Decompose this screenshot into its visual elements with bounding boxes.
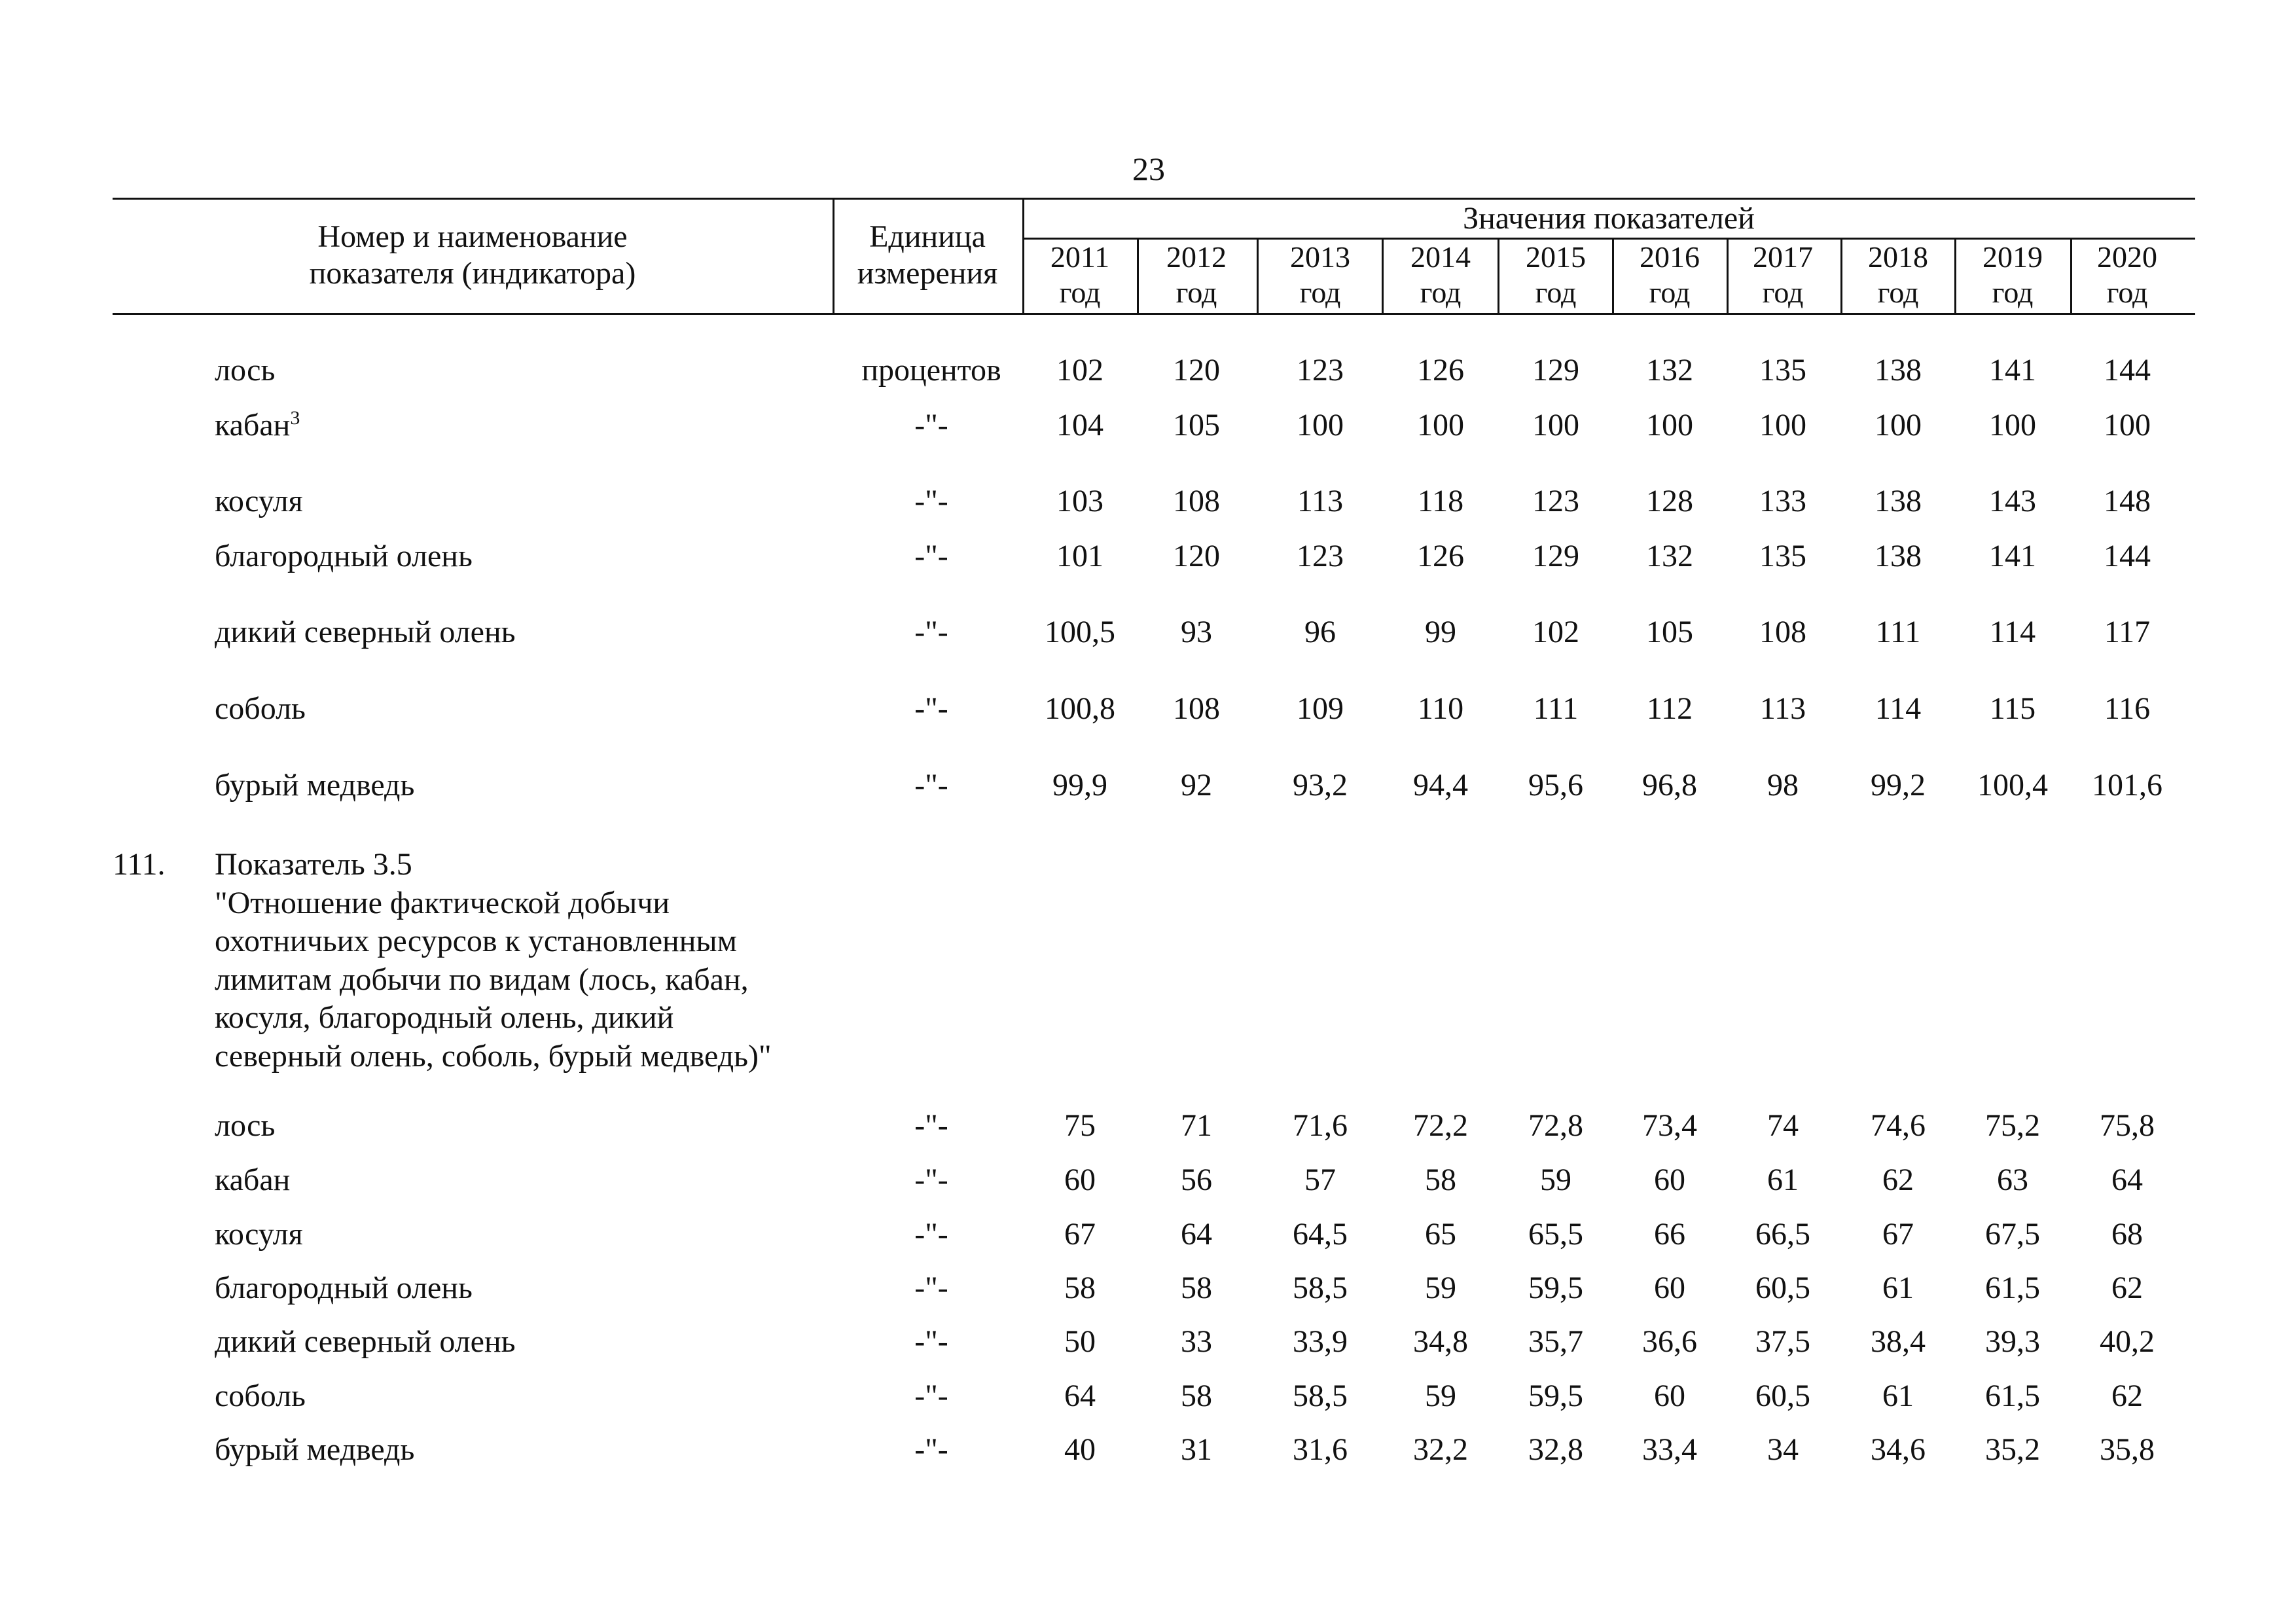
value-cell-2016: 33,4 — [1642, 1432, 1697, 1467]
indicator-line: косуля, благородный олень, дикий — [215, 1000, 674, 1035]
row-name: лось — [215, 1108, 276, 1143]
value-cell-2011: 67 — [1064, 1217, 1096, 1252]
value-cell-2011: 40 — [1064, 1432, 1096, 1467]
year-header-2014 — [1388, 240, 1493, 310]
value-cell-2018: 61 — [1882, 1379, 1914, 1413]
value-cell-2017: 135 — [1759, 353, 1806, 388]
value-cell-2018: 111 — [1875, 615, 1921, 649]
value-cell-2012: 58 — [1181, 1379, 1212, 1413]
year-suffix: год — [1175, 276, 1217, 309]
header-name-line1: Номер и наименование — [317, 219, 628, 254]
table-row — [0, 352, 2296, 391]
table-row — [0, 483, 2296, 522]
year-label: 2012 — [1166, 240, 1227, 274]
indicator-line: Показатель 3.5 — [215, 847, 412, 882]
value-cell-2014: 72,2 — [1413, 1108, 1468, 1143]
value-cell-2015: 129 — [1532, 539, 1579, 573]
value-cell-2019: 100,4 — [1977, 768, 2048, 803]
year-header-2012 — [1144, 240, 1249, 310]
value-cell-2012: 108 — [1173, 484, 1220, 518]
value-cell-2014: 126 — [1417, 539, 1464, 573]
row-name: соболь — [215, 1379, 306, 1413]
value-cell-2016: 60 — [1654, 1379, 1685, 1413]
value-cell-2018: 38,4 — [1871, 1324, 1926, 1359]
value-cell-2017: 66,5 — [1755, 1217, 1810, 1252]
row-unit: -"- — [914, 1217, 948, 1252]
value-cell-2013: 113 — [1297, 484, 1344, 518]
value-cell-2011: 100,5 — [1045, 615, 1115, 649]
value-cell-2018: 138 — [1874, 484, 1922, 518]
value-cell-2016: 73,4 — [1642, 1108, 1697, 1143]
row-unit: -"- — [914, 1163, 948, 1197]
value-cell-2020: 75,8 — [2100, 1108, 2155, 1143]
value-cell-2019: 115 — [1989, 691, 2036, 726]
indicator-line: охотничьих ресурсов к установленным — [215, 924, 738, 958]
value-cell-2017: 74 — [1767, 1108, 1799, 1143]
value-cell-2017: 61 — [1767, 1163, 1799, 1197]
year-header-2011 — [1028, 240, 1132, 310]
value-cell-2012: 64 — [1181, 1217, 1212, 1252]
year-header-2013 — [1268, 240, 1372, 310]
row-unit: -"- — [914, 484, 948, 518]
value-cell-2011: 58 — [1064, 1271, 1096, 1305]
value-cell-2013: 33,9 — [1293, 1324, 1348, 1359]
value-cell-2014: 126 — [1417, 353, 1464, 388]
value-cell-2019: 39,3 — [1985, 1324, 2040, 1359]
table-row — [0, 1108, 2296, 1147]
value-cell-2015: 32,8 — [1528, 1432, 1583, 1467]
value-cell-2018: 100 — [1874, 408, 1922, 442]
value-cell-2016: 60 — [1654, 1271, 1685, 1305]
value-cell-2020: 64 — [2111, 1163, 2143, 1197]
header-unit-line1: Единица — [869, 219, 986, 254]
value-cell-2012: 56 — [1181, 1163, 1212, 1197]
value-cell-2011: 64 — [1064, 1379, 1096, 1413]
year-suffix: год — [1420, 276, 1462, 309]
value-cell-2013: 71,6 — [1293, 1108, 1348, 1143]
year-divider-rule — [1840, 238, 1842, 313]
value-cell-2014: 58 — [1425, 1163, 1456, 1197]
value-cell-2015: 129 — [1532, 353, 1579, 388]
value-cell-2020: 144 — [2104, 539, 2151, 573]
value-cell-2016: 112 — [1646, 691, 1693, 726]
value-cell-2014: 59 — [1425, 1379, 1456, 1413]
indicator-line: "Отношение фактической добычи — [215, 885, 670, 920]
value-cell-2020: 144 — [2104, 353, 2151, 388]
value-cell-2017: 113 — [1759, 691, 1806, 726]
year-label: 2015 — [1526, 240, 1586, 274]
row-name: косуля — [215, 484, 303, 518]
value-cell-2017: 60,5 — [1755, 1379, 1810, 1413]
value-cell-2017: 108 — [1759, 615, 1806, 649]
year-label: 2011 — [1050, 240, 1110, 274]
row-name: благородный олень — [215, 539, 473, 573]
year-divider-rule — [1257, 238, 1259, 313]
value-cell-2020: 117 — [2104, 615, 2151, 649]
value-cell-2016: 96,8 — [1642, 768, 1697, 803]
row-name: бурый медведь — [215, 768, 415, 803]
row-name: кабан$^3$ — [215, 407, 300, 442]
value-cell-2015: 72,8 — [1528, 1108, 1583, 1143]
header-unit-line2: измерения — [857, 256, 998, 291]
value-cell-2019: 67,5 — [1985, 1217, 2040, 1252]
value-cell-2017: 60,5 — [1755, 1271, 1810, 1305]
value-cell-2012: 33 — [1181, 1324, 1212, 1359]
indicator-description — [215, 846, 948, 1075]
year-divider-rule — [1954, 238, 1956, 313]
year-divider-rule — [1382, 238, 1384, 313]
value-cell-2019: 143 — [1989, 484, 2036, 518]
year-suffix: год — [2106, 276, 2148, 309]
year-divider-rule — [1612, 238, 1614, 313]
row-name: лось — [215, 353, 276, 388]
row-name: кабан — [215, 1163, 291, 1197]
value-cell-2016: 66 — [1654, 1217, 1685, 1252]
value-cell-2013: 100 — [1297, 408, 1344, 442]
value-cell-2012: 58 — [1181, 1271, 1212, 1305]
year-suffix: год — [1299, 276, 1341, 309]
value-cell-2018: 114 — [1874, 691, 1922, 726]
row-unit: -"- — [914, 1108, 948, 1143]
value-cell-2018: 138 — [1874, 539, 1922, 573]
value-cell-2020: 68 — [2111, 1217, 2143, 1252]
row-unit: -"- — [914, 1271, 948, 1305]
value-cell-2018: 138 — [1874, 353, 1922, 388]
value-cell-2015: 35,7 — [1528, 1324, 1583, 1359]
value-cell-2018: 34,6 — [1871, 1432, 1926, 1467]
value-cell-2019: 61,5 — [1985, 1379, 2040, 1413]
value-cell-2013: 57 — [1304, 1163, 1336, 1197]
year-header-2016 — [1617, 240, 1722, 310]
value-cell-2014: 118 — [1417, 484, 1464, 518]
value-cell-2011: 50 — [1064, 1324, 1096, 1359]
value-cell-2019: 61,5 — [1985, 1271, 2040, 1305]
header-name-col — [113, 219, 833, 292]
value-cell-2020: 101,6 — [2092, 768, 2162, 803]
header-name-line2: показателя (индикатора) — [309, 256, 636, 291]
row-unit: -"- — [914, 768, 948, 803]
header-bottom-rule — [113, 313, 2195, 315]
value-cell-2019: 75,2 — [1985, 1108, 2040, 1143]
value-cell-2019: 63 — [1997, 1163, 2028, 1197]
value-cell-2017: 135 — [1759, 539, 1806, 573]
year-divider-rule — [2070, 238, 2072, 313]
year-label: 2018 — [1868, 240, 1928, 274]
value-cell-2019: 100 — [1989, 408, 2036, 442]
value-cell-2016: 132 — [1646, 353, 1693, 388]
value-cell-2020: 100 — [2104, 408, 2151, 442]
value-cell-2019: 141 — [1989, 353, 2036, 388]
value-cell-2020: 62 — [2111, 1271, 2143, 1305]
table-row — [0, 1378, 2296, 1417]
value-cell-2014: 32,2 — [1413, 1432, 1468, 1467]
table-row — [0, 691, 2296, 730]
year-divider-rule — [1498, 238, 1499, 313]
header-unit-col — [833, 219, 1022, 292]
year-suffix: год — [1877, 276, 1919, 309]
value-cell-2014: 34,8 — [1413, 1324, 1468, 1359]
value-cell-2020: 40,2 — [2100, 1324, 2155, 1359]
value-cell-2020: 35,8 — [2100, 1432, 2155, 1467]
value-cell-2013: 96 — [1304, 615, 1336, 649]
value-cell-2018: 62 — [1882, 1163, 1914, 1197]
value-cell-2014: 110 — [1417, 691, 1464, 726]
value-cell-2017: 34 — [1767, 1432, 1799, 1467]
value-cell-2012: 92 — [1181, 768, 1212, 803]
row-unit: процентов — [861, 353, 1001, 388]
table-row — [0, 1432, 2296, 1471]
value-cell-2015: 100 — [1532, 408, 1579, 442]
year-divider-rule — [1137, 238, 1139, 313]
row-name: дикий северный олень — [215, 615, 516, 649]
value-cell-2020: 148 — [2104, 484, 2151, 518]
value-cell-2015: 102 — [1532, 615, 1579, 649]
year-label: 2016 — [1640, 240, 1700, 274]
table-row — [0, 1324, 2296, 1363]
table-row — [0, 1162, 2296, 1201]
value-cell-2013: 123 — [1297, 353, 1344, 388]
value-cell-2013: 109 — [1297, 691, 1344, 726]
year-suffix: год — [1059, 276, 1101, 309]
value-cell-2016: 128 — [1646, 484, 1693, 518]
value-cell-2018: 67 — [1882, 1217, 1914, 1252]
row-unit: -"- — [914, 691, 948, 726]
table-row — [0, 767, 2296, 806]
value-cell-2016: 100 — [1646, 408, 1693, 442]
table-row — [0, 538, 2296, 577]
value-cell-2014: 59 — [1425, 1271, 1456, 1305]
row-name: соболь — [215, 691, 306, 726]
year-label: 2017 — [1753, 240, 1813, 274]
page-number: 23 — [1132, 151, 1165, 187]
indicator-line: северный олень, соболь, бурый медведь)" — [215, 1038, 772, 1074]
value-cell-2012: 120 — [1173, 353, 1220, 388]
year-label: 2020 — [2097, 240, 2157, 274]
value-cell-2013: 58,5 — [1293, 1379, 1348, 1413]
value-cell-2018: 61 — [1882, 1271, 1914, 1305]
value-cell-2012: 31 — [1181, 1432, 1212, 1467]
row-name: бурый медведь — [215, 1432, 415, 1467]
value-cell-2016: 105 — [1646, 615, 1693, 649]
value-cell-2020: 116 — [2104, 691, 2151, 726]
year-header-2017 — [1731, 240, 1835, 310]
value-cell-2014: 100 — [1417, 408, 1464, 442]
value-cell-2015: 59,5 — [1528, 1379, 1583, 1413]
year-suffix: год — [1762, 276, 1804, 309]
value-cell-2017: 98 — [1767, 768, 1799, 803]
value-cell-2019: 35,2 — [1985, 1432, 2040, 1467]
row-unit: -"- — [914, 539, 948, 573]
value-cell-2011: 75 — [1064, 1108, 1096, 1143]
value-cell-2015: 65,5 — [1528, 1217, 1583, 1252]
value-cell-2012: 93 — [1181, 615, 1212, 649]
year-header-2020 — [2075, 240, 2179, 310]
table-row — [0, 1216, 2296, 1255]
value-cell-2011: 60 — [1064, 1163, 1096, 1197]
table-row — [0, 1270, 2296, 1309]
header-values-label: Значения показателей — [1463, 201, 1755, 236]
year-label: 2019 — [1982, 240, 2043, 274]
indicator-number: 111. — [113, 847, 166, 882]
year-header-2015 — [1503, 240, 1608, 310]
value-cell-2019: 114 — [1989, 615, 2036, 649]
value-cell-2011: 101 — [1056, 539, 1103, 573]
row-unit: -"- — [914, 1379, 948, 1413]
value-cell-2014: 65 — [1425, 1217, 1456, 1252]
value-cell-2011: 99,9 — [1052, 768, 1107, 803]
row-unit: -"- — [914, 615, 948, 649]
value-cell-2015: 123 — [1532, 484, 1579, 518]
year-suffix: год — [1535, 276, 1577, 309]
table-row — [0, 407, 2296, 446]
footnote-mark: 3 — [290, 407, 300, 429]
year-label: 2014 — [1410, 240, 1471, 274]
value-cell-2015: 59 — [1540, 1163, 1571, 1197]
value-cell-2011: 103 — [1056, 484, 1103, 518]
value-cell-2012: 105 — [1173, 408, 1220, 442]
value-cell-2013: 93,2 — [1293, 768, 1348, 803]
value-cell-2011: 100,8 — [1045, 691, 1115, 726]
value-cell-2014: 94,4 — [1413, 768, 1468, 803]
year-label: 2013 — [1290, 240, 1350, 274]
year-divider-rule — [1727, 238, 1729, 313]
row-name: косуля — [215, 1217, 303, 1252]
value-cell-2020: 62 — [2111, 1379, 2143, 1413]
row-name: благородный олень — [215, 1271, 473, 1305]
value-cell-2018: 99,2 — [1871, 768, 1926, 803]
value-cell-2011: 104 — [1056, 408, 1103, 442]
value-cell-2016: 60 — [1654, 1163, 1685, 1197]
header-top-rule — [113, 198, 2195, 200]
value-cell-2011: 102 — [1056, 353, 1103, 388]
row-unit: -"- — [914, 1324, 948, 1359]
row-name: дикий северный олень — [215, 1324, 516, 1359]
value-cell-2012: 108 — [1173, 691, 1220, 726]
table-row — [0, 614, 2296, 653]
value-cell-2015: 95,6 — [1528, 768, 1583, 803]
row-unit: -"- — [914, 1432, 948, 1467]
value-cell-2016: 36,6 — [1642, 1324, 1697, 1359]
value-cell-2013: 123 — [1297, 539, 1344, 573]
value-cell-2015: 59,5 — [1528, 1271, 1583, 1305]
value-cell-2012: 71 — [1181, 1108, 1212, 1143]
year-suffix: год — [1992, 276, 2034, 309]
indicator-line: лимитам добычи по видам (лось, кабан, — [215, 962, 749, 997]
value-cell-2013: 64,5 — [1293, 1217, 1348, 1252]
value-cell-2013: 58,5 — [1293, 1271, 1348, 1305]
value-cell-2019: 141 — [1989, 539, 2036, 573]
year-header-2018 — [1846, 240, 1950, 310]
row-unit: -"- — [914, 408, 948, 442]
value-cell-2017: 100 — [1759, 408, 1806, 442]
value-cell-2017: 133 — [1759, 484, 1806, 518]
value-cell-2016: 132 — [1646, 539, 1693, 573]
year-suffix: год — [1649, 276, 1691, 309]
value-cell-2018: 74,6 — [1871, 1108, 1926, 1143]
year-header-2019 — [1960, 240, 2065, 310]
value-cell-2015: 111 — [1533, 691, 1579, 726]
value-cell-2013: 31,6 — [1293, 1432, 1348, 1467]
value-cell-2017: 37,5 — [1755, 1324, 1810, 1359]
value-cell-2014: 99 — [1425, 615, 1456, 649]
value-cell-2012: 120 — [1173, 539, 1220, 573]
